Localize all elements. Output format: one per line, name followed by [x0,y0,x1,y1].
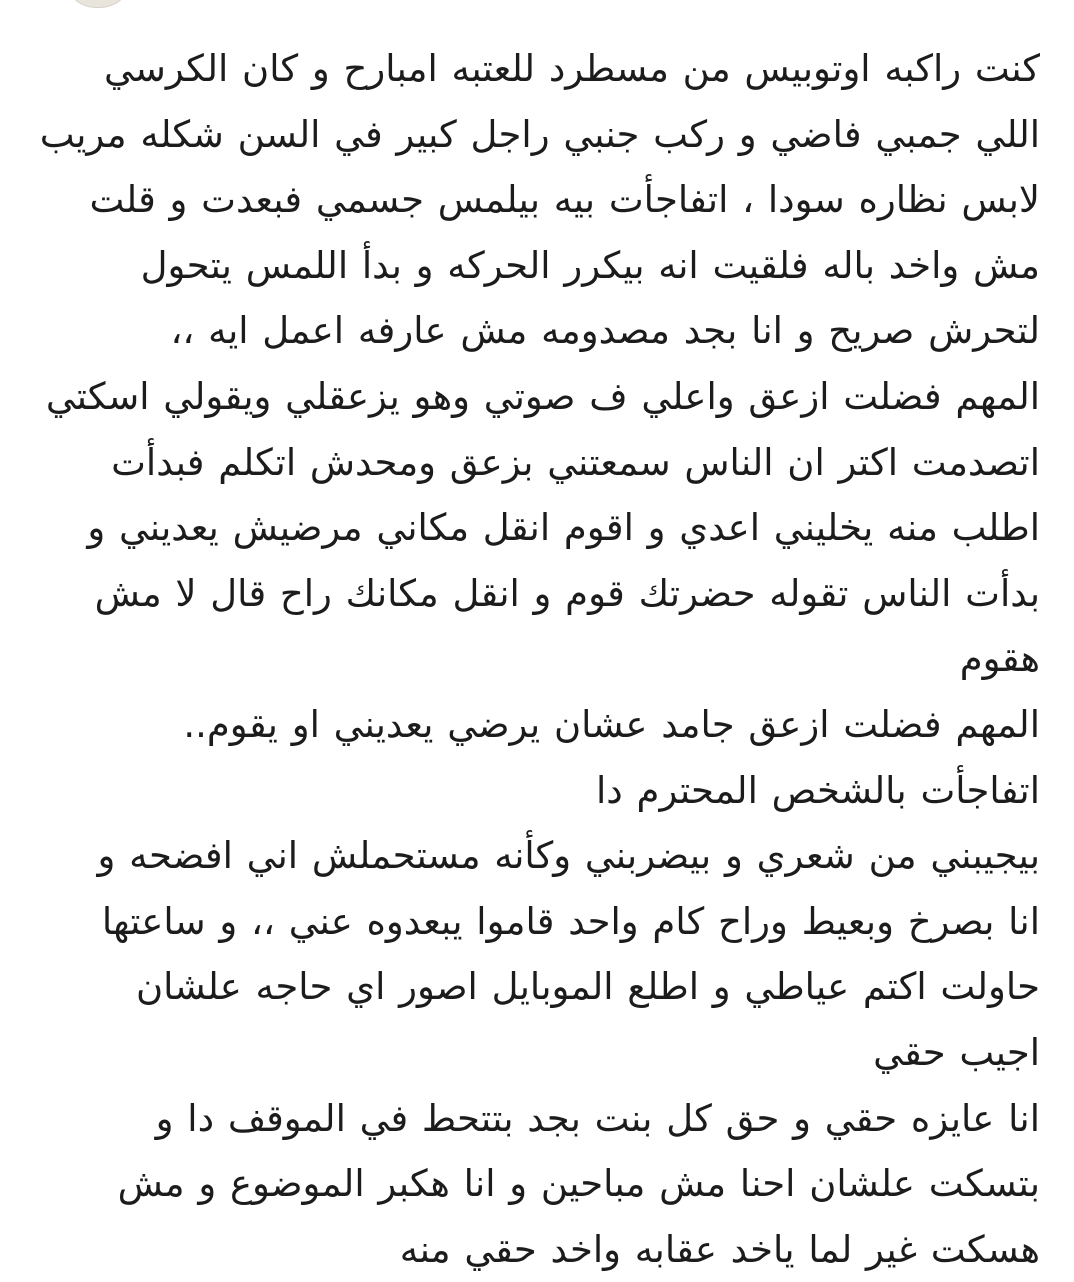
post-line: هقوم [959,637,1040,681]
post-line: اتصدمت اكتر ان الناس سمعتني بزعق ومحدش اتكلم فبدأت [111,440,1040,484]
post-line: هسكت غير لما ياخد عقابه واخد حقي منه [399,1227,1040,1271]
post-line: اتفاجأت بالشخص المحترم دا [596,768,1040,812]
post-line: لتحرش صريح و انا بجد مصدومه مش عارفه اعمل ايه ،، [170,309,1040,353]
post-text [34,36,1040,1282]
avatar[interactable] [62,0,134,8]
post-line: لابس نظاره سودا ، اتفاجأت بيه بيلمس جسمي فبعدت و قلت [89,178,1040,222]
post-line: انا بصرخ وبعيط وراح كام واحد قاموا يبعدوه عني ،، و ساعتها [101,899,1040,943]
post-line: بتسكت علشان احنا مش مباحين و انا هكبر الموضوع و مش [117,1162,1040,1206]
post-line: كنت راكبه اوتوبيس من مسطرد للعتبه امبارح و كان الكرسي [104,47,1040,90]
post-line: بدأت الناس تقوله حضرتك قوم و انقل مكانك راح قال لا مش [94,571,1040,615]
post-line: انا عايزه حقي و حق كل بنت بجد بتتحط في الموقف دا و [155,1096,1040,1140]
post-line: مش واخد باله فلقيت انه بيكرر الحركه و بدأ اللمس يتحول [140,243,1040,287]
post-line: المهم فضلت ازعق جامد عشان يرضي يعديني او يقوم.. [183,702,1040,746]
post-line: اللي جمبي فاضي و ركب جنبي راجل كبير في السن شكله مريب [39,112,1040,156]
post-line: حاولت اكتم عياطي و اطلع الموبايل اصور اي حاجه علشان [136,965,1040,1009]
post-line: اجيب حقي [873,1030,1040,1074]
post-line: بيجيبني من شعري و بيضربني وكأنه مستحملش اني افضحه و [97,834,1040,878]
post-line: المهم فضلت ازعق واعلي ف صوتي وهو يزعقلي ويقولي اسكتي [45,374,1040,418]
post-line: اطلب منه يخليني اعدي و اقوم انقل مكاني مرضيش يعديني و [87,506,1040,550]
